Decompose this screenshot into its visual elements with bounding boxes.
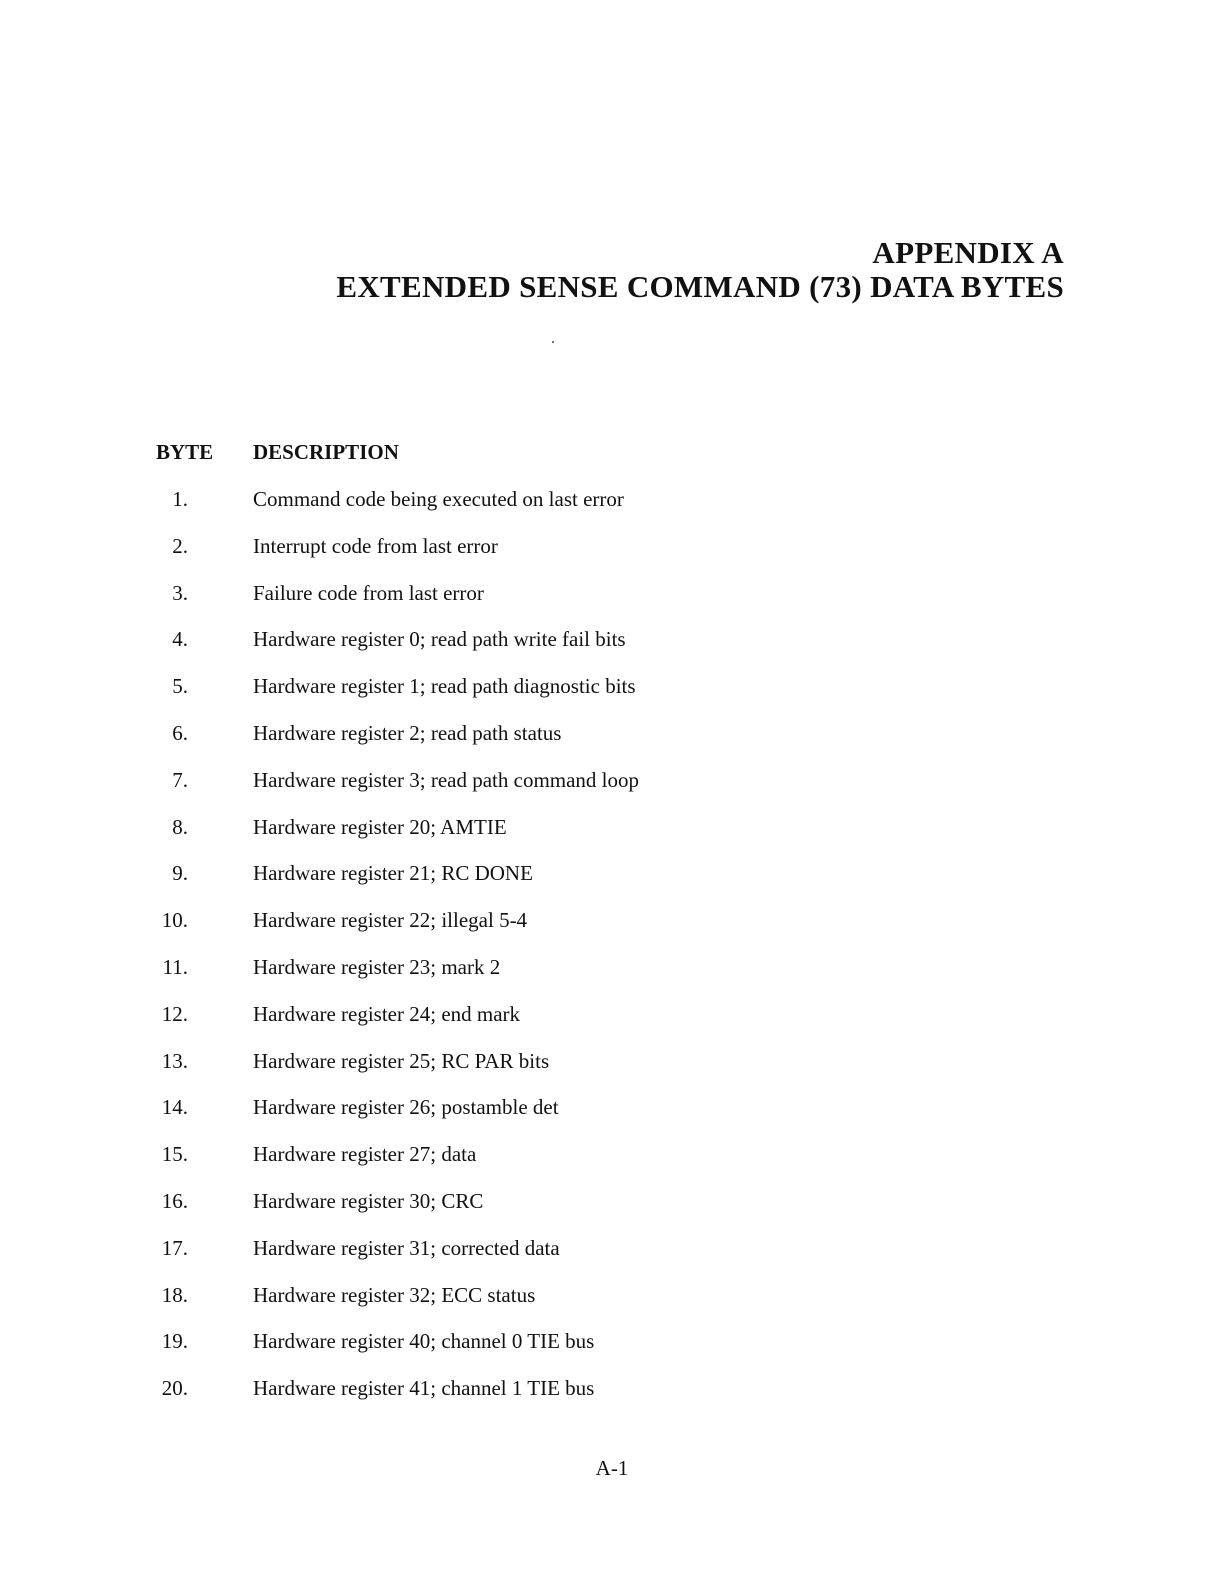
table-row xyxy=(0,1049,1224,1096)
table-row xyxy=(0,721,1224,768)
byte-description: Hardware register 23; mark 2 xyxy=(253,954,501,979)
byte-number: 2. xyxy=(172,533,188,558)
table-row xyxy=(0,1002,1224,1049)
byte-number: 18. xyxy=(161,1282,188,1307)
byte-number: 1. xyxy=(172,487,188,511)
byte-number: 5. xyxy=(172,674,188,699)
byte-number: 3. xyxy=(172,580,188,605)
table-row xyxy=(0,1142,1224,1189)
byte-number: 14. xyxy=(161,1095,188,1120)
column-header-description: DESCRIPTION xyxy=(253,440,399,464)
table-row xyxy=(0,674,1224,721)
table-row xyxy=(0,861,1224,908)
byte-description: Hardware register 0; read path write fail bits xyxy=(253,627,626,652)
byte-description: Hardware register 25; RC PAR bits xyxy=(253,1048,550,1073)
byte-number: 7. xyxy=(172,767,188,792)
table-row xyxy=(0,627,1224,674)
table-row xyxy=(0,487,1224,534)
page-title xyxy=(336,236,1064,304)
table-row xyxy=(0,581,1224,628)
page-number-text: A-1 xyxy=(595,1456,629,1480)
table-row xyxy=(0,815,1224,862)
page-number xyxy=(0,1456,1224,1481)
appendix-heading: APPENDIX A xyxy=(872,235,1064,270)
byte-description: Hardware register 40; channel 0 TIE bus xyxy=(253,1329,595,1354)
byte-table xyxy=(0,487,1224,1423)
byte-number: 20. xyxy=(161,1376,188,1401)
table-row xyxy=(0,768,1224,815)
table-row xyxy=(0,534,1224,581)
table-row xyxy=(0,1283,1224,1330)
byte-number: 9. xyxy=(172,861,188,886)
table-row xyxy=(0,1376,1224,1423)
byte-description: Hardware register 32; ECC status xyxy=(253,1282,536,1307)
table-row xyxy=(0,908,1224,955)
byte-description: Hardware register 31; corrected data xyxy=(253,1235,560,1260)
byte-number: 16. xyxy=(161,1188,188,1213)
byte-description: Failure code from last error xyxy=(253,580,484,605)
byte-description: Hardware register 41; channel 1 TIE bus xyxy=(253,1376,595,1401)
byte-description: Hardware register 20; AMTIE xyxy=(253,814,507,839)
table-row xyxy=(0,1189,1224,1236)
byte-number: 10. xyxy=(161,908,188,933)
table-row xyxy=(0,1095,1224,1142)
byte-description: Hardware register 26; postamble det xyxy=(253,1095,559,1120)
byte-description: Hardware register 21; RC DONE xyxy=(253,861,533,886)
byte-description: Hardware register 30; CRC xyxy=(253,1188,484,1213)
byte-number: 8. xyxy=(172,814,188,839)
table-row xyxy=(0,1236,1224,1283)
table-row xyxy=(0,1329,1224,1376)
byte-description: Interrupt code from last error xyxy=(253,533,498,558)
byte-description: Command code being executed on last error xyxy=(253,487,624,511)
byte-description: Hardware register 24; end mark xyxy=(253,1001,521,1026)
appendix-subheading: EXTENDED SENSE COMMAND (73) DATA BYTES xyxy=(336,269,1064,304)
byte-number: 11. xyxy=(162,954,188,979)
byte-description: Hardware register 2; read path status xyxy=(253,720,562,745)
byte-number: 4. xyxy=(172,627,188,652)
byte-number: 6. xyxy=(172,720,188,745)
column-header-byte: BYTE xyxy=(156,440,214,464)
scan-speck xyxy=(552,341,554,343)
byte-description: Hardware register 22; illegal 5-4 xyxy=(253,908,528,933)
byte-description: Hardware register 3; read path command loop xyxy=(253,767,640,792)
byte-number: 19. xyxy=(161,1329,188,1354)
byte-number: 17. xyxy=(161,1235,188,1260)
byte-number: 12. xyxy=(161,1001,188,1026)
table-row xyxy=(0,955,1224,1002)
byte-description: Hardware register 1; read path diagnostic bits xyxy=(253,674,636,699)
byte-number: 13. xyxy=(161,1048,188,1073)
byte-description: Hardware register 27; data xyxy=(253,1142,477,1167)
byte-number: 15. xyxy=(161,1142,188,1167)
